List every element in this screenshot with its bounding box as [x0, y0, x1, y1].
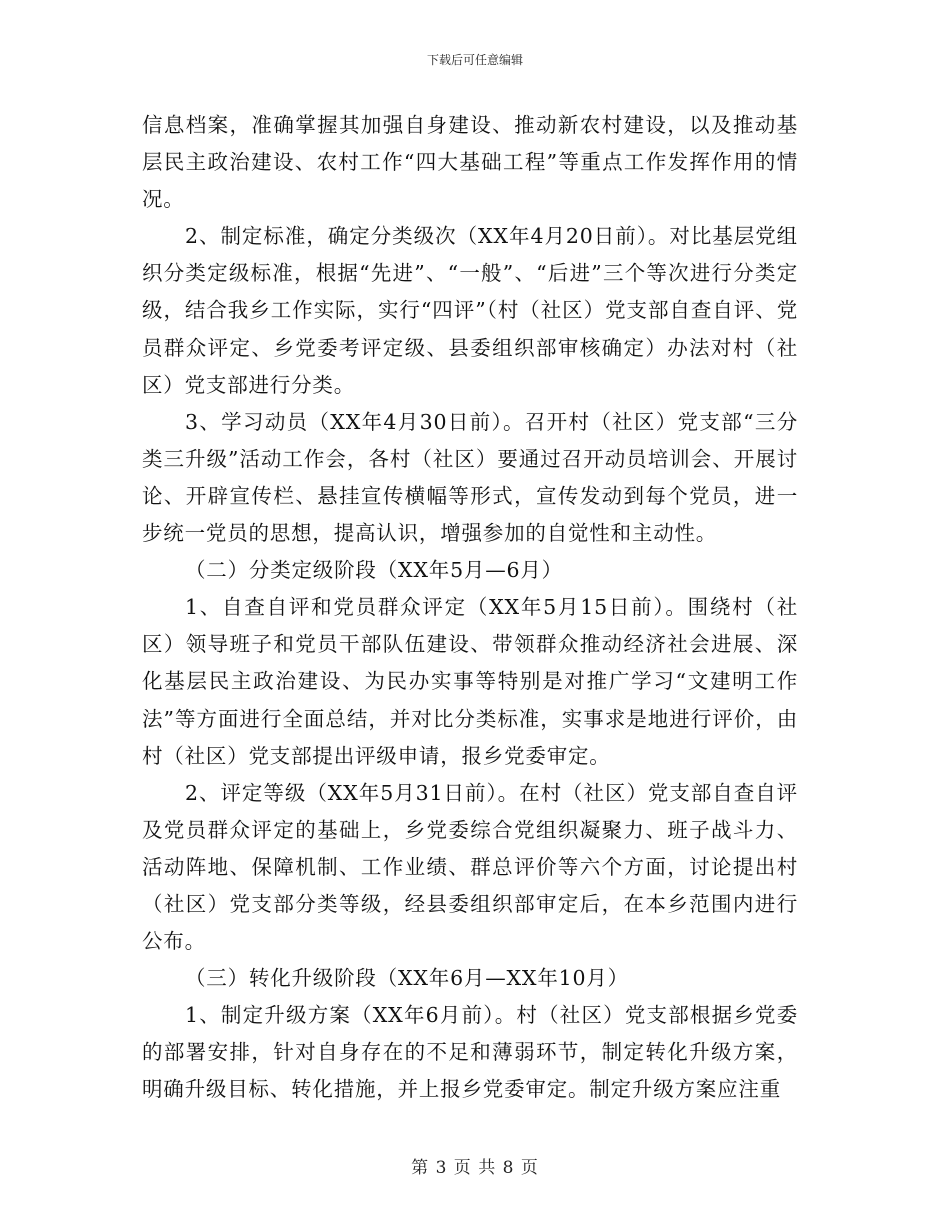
document-body	[142, 107, 798, 1109]
paragraph-upgrade-plan: 1、制定升级方案（XX年6月前）。村（社区）党支部根据乡党委的部署安排，针对自身存在的不足和薄弱环节，制定转化升级方案，明确升级目标、转化措施，并上报乡党委审定。制定升级方案应注重	[142, 1003, 798, 1102]
paragraph-item-3: 3、学习动员（XX年4月30日前）。召开村（社区）党支部“三分类三升级”活动工作会，各村（社区）要通过召开动员培训会、开展讨论、开辟宣传栏、悬挂宣传横幅等形式，宣传发动到每个党员，进一步统一党员的思想，提高认识，增强参加的自觉性和主动性。	[142, 409, 798, 546]
section-heading-3: （三）转化升级阶段（XX年6月—XX年10月）	[185, 966, 629, 991]
paragraph-self-evaluation: 1、自查自评和党员群众评定（XX年5月15日前）。围绕村（社区）领导班子和党员干部队伍建设、带领群众推动经济社会进展、深化基层民主政治建设、为民办实事等特别是对推广学习“文建明工作法”等方面进行全面总结，并对比分类标准，实事求是地进行评价，由村（社区）党支部提出评级申请，报乡党委审定。	[142, 595, 798, 768]
paragraph-item-2: 2、制定标准，确定分类级次（XX年4月20日前）。对比基层党组织分类定级标准，根据“先进”、“一般”、“后进”三个等次进行分类定级，结合我乡工作实际，实行“四评”（村（社区）党支部自查自评、党员群众评定、乡党委考评定级、县委组织部审核确定）办法对村（社区）党支部进行分类。	[142, 224, 798, 397]
paragraph-continuation: 信息档案，准确掌握其加强自身建设、推动新农村建设，以及推动基层民主政治建设、农村工作“四大基础工程”等重点工作发挥作用的情况。	[142, 113, 798, 212]
section-heading-2: （二）分类定级阶段（XX年5月—6月）	[185, 558, 563, 583]
page-header: 下载后可任意编辑	[426, 53, 523, 67]
page-footer: 第 3 页 共 8 页	[411, 1158, 539, 1178]
paragraph-grading: 2、评定等级（XX年5月31日前）。在村（社区）党支部自查自评及党员群众评定的基础上，乡党委综合党组织凝聚力、班子战斗力、活动阵地、保障机制、工作业绩、群总评价等六个方面，讨论提出村（社区）党支部分类等级，经县委组织部审定后，在本乡范围内进行公布。	[142, 780, 798, 954]
